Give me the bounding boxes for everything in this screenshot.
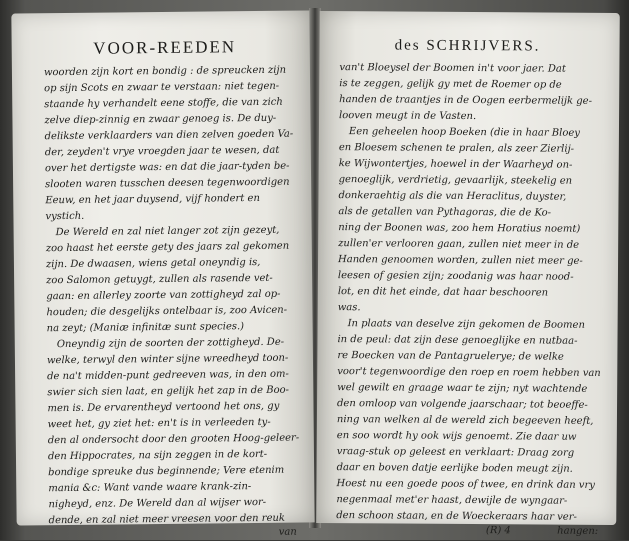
left-running-header: VOOR-REEDEN [93,37,237,58]
text-line: wel gewilt en graage waar te zijn; nyt wachtende [337,382,588,395]
left-page [11,10,314,538]
text-line: Oneyndig zijn de soorten der zottigheyd. De- [56,336,285,351]
text-line: gaan: en allerley zoorte van zottigheyd zal op- [46,288,281,303]
text-line: den omloop van volgende jaarschaar; tot beoeffe- [337,398,588,411]
text-line: houden; die desgelijks ontelbaar is, zoo Avicen- [46,304,288,319]
text-line: leesen of gesien zijn; zoodanig was haar nood- [337,270,574,283]
text-line: De Wereld en zal niet langer zot zijn gezeyt, [55,224,280,239]
text-line: daar en boven datje eerlijke boden meugt zijn. [336,462,573,475]
text-line: slooten waren tusschen deesen tegenwoordigen [45,176,290,191]
text-line: staande hy verhandelt eene stoffe, die van zich [44,96,283,111]
text-line: vystich. [45,210,85,223]
text-line: re Boecken van de Pantagruelerye; de welke [337,350,564,363]
text-line: der, zeyden't vrye vroegden jaar te wesen, dat [44,144,280,159]
text-line: Een geheelen hoop Boeken (die in haar Bloey [348,126,580,139]
text-line: bondige spreuke dus beginnende; Vere etenim [48,464,285,479]
text-line: In plaats van deselve zijn gekomen de Boomen [347,318,585,331]
text-line: mania &c: Want vande waare krank-zin- [48,481,252,495]
text-line: delikste verklaarders van dien zelven goeden Va- [44,128,294,143]
text-line: zoo haast het eerste gety des jaars zal gekomen [45,240,290,255]
text-line: en soo wordt hy ook wijs genoemt. Zie daar uw [336,430,577,443]
right-page [316,11,620,537]
text-line: den al ondersocht door den grooten Hoog-geleer- [47,432,300,447]
text-line: voor't tegenwoordige den roep en roem hebben van [337,366,601,379]
text-line: weet het, gy ziet het: en't is in verleeden ty- [47,416,271,431]
text-line: vraag-stuk op geleest en verklaart: Draag zorg [336,446,575,459]
text-line: zijn. De dwaasen, wiens getal oneyndig is, [45,256,261,271]
text-line: swier sich sien laat, en gelijk het zap in de Boo- [47,384,290,399]
text-line: was. [337,302,361,314]
text-line: in de peul: dat zijn dese genoeglijke en nutbaa- [337,334,578,347]
text-line: de na't midden-punt gedreeven was, in den om- [47,368,289,383]
text-line: als de getallen van Pythagoras, die de Ko- [338,206,552,219]
text-line: is te zeggen, gelijk gy met de Roemer op de [339,78,562,91]
text-line: men is. De ervarentheyd vertoond het ons, gy [47,400,280,415]
text-line: genoeglijk, verdrietig, gevaarlijk, steekelig en [338,174,573,187]
text-line: zoo Salomon getuygt, zullen als rasende vet- [46,272,273,287]
right-running-header: des SCHRIJVERS. [394,37,541,55]
text-line: ning der Boonen was, zoo hem Horatius noemt) [338,222,581,235]
text-line: handen de traantjes in de Oogen eerbermelijk ge- [339,94,593,107]
text-line: welke, terwyl den winter sijne wreedheyd toon- [46,352,289,367]
text-line: woorden zijn kort en bondig : de spreucken zijn [43,64,287,79]
text-line: negenmaal met'er haast, dewijle de wyngaar- [336,494,568,507]
text-line: lot, en dit het einde, dat haar beschooren [337,286,549,299]
text-line: en Bloesem schenen te pralen, als zeer Zierlij- [338,142,575,155]
text-line: den schoon staan, en de Woeckeraars haar ver- [336,510,577,523]
text-line: Hoest nu een goede poos of twee, en drink dan vry [336,478,595,491]
text-line: ke Wijwontertjes, hoewel in der Waarheyd on- [338,158,573,171]
right-text-block [316,60,619,526]
text-line: na zeyt; (Maniæ infinitæ sunt species.) [46,321,245,335]
text-line: looven meugt in de Vasten. [339,110,477,123]
signature-mark: (R) 4 [485,525,511,537]
text-line: van't Bloeysel der Boomen in't voor jaer. Dat [339,62,566,75]
left-catchword: van [278,526,297,538]
left-text-block [12,62,315,529]
text-line: Eeuw, en het jaar duysend, vijf hondert en [45,192,260,207]
text-line: den Hippocrates, na sijn zeggen in de kort- [47,448,268,463]
right-footer-line [316,524,616,537]
text-line: nigheyd, enz. De Wereld dan al wijser wor- [48,496,267,511]
text-line: over het dertigste was: en dat die jaar-tyden be- [44,160,290,175]
text-line: op sijn Scots en zwaar te verstaan: niet tegen- [44,80,280,95]
text-line: donkeraehtig als die van Heraclitus, duyster, [338,190,567,203]
text-line: Handen genoomen worden, zullen niet meer ge- [338,254,583,267]
right-catchword: hangen: [557,525,599,537]
text-line: ning van welken al de wereld zich begeeven heeft, [336,414,594,427]
text-line: zullen'er verlooren gaan, zullen niet meer in de [338,238,580,251]
text-line: zelve diep-zinnig en zwaar genoeg is. De duy- [44,112,277,127]
text-line: dende, en zal niet meer vreesen voor den reuk [48,512,286,527]
